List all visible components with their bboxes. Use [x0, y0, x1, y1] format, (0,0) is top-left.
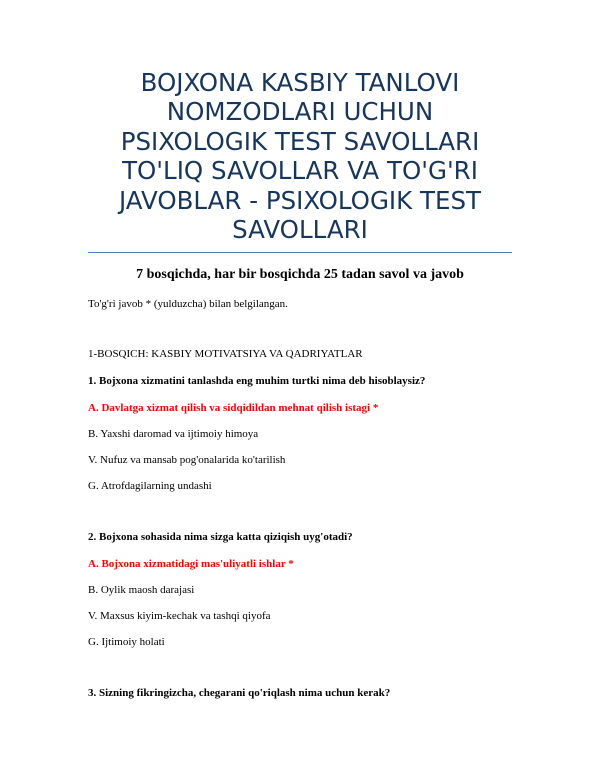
question-1-answer-b: B. Yaxshi daromad va ijtimoiy himoya	[88, 428, 259, 440]
question-1-answer-v: V. Nufuz va mansab pog'onalarida ko'tarilish	[88, 454, 286, 466]
document-subtitle: 7 bosqichda, har bir bosqichda 25 tadan savol va javob	[136, 267, 464, 282]
title-line: SAVOLLARI	[232, 215, 368, 245]
question-2-answer-g: G. Ijtimoiy holati	[88, 636, 165, 648]
document-title	[88, 68, 512, 244]
question-3: 3. Sizning fikringizcha, chegarani qo'riqlash nima uchun kerak?	[88, 687, 391, 699]
title-line: NOMZODLARI UCHUN	[166, 97, 434, 127]
question-1-answer-a-correct: A. Davlatga xizmat qilish va sidqidildan mehnat qilish istagi *	[88, 402, 379, 414]
answer-key-note: To'g'ri javob * (yulduzcha) bilan belgilangan.	[88, 298, 288, 310]
title-underline	[88, 252, 512, 253]
question-2: 2. Bojxona sohasida nima sizga katta qiziqish uyg'otadi?	[88, 531, 353, 543]
title-line: PSIXOLOGIK TEST SAVOLLARI	[120, 126, 480, 156]
question-2-answer-v: V. Maxsus kiyim-kechak va tashqi qiyofa	[88, 610, 271, 622]
title-line: TO'LIQ SAVOLLAR VA TO'G'RI	[122, 156, 478, 186]
question-2-answer-b: B. Oylik maosh darajasi	[88, 584, 195, 596]
question-2-answer-a-correct: A. Bojxona xizmatidagi mas'uliyatli ishlar *	[88, 558, 294, 570]
question-1-answer-g: G. Atrofdagilarning undashi	[88, 480, 212, 492]
section-heading: 1-BOSQICH: KASBIY MOTIVATSIYA VA QADRIYATLAR	[88, 348, 363, 360]
question-1: 1. Bojxona xizmatini tanlashda eng muhim turtki nima deb hisoblaysiz?	[88, 375, 426, 387]
title-line: BOJXONA KASBIY TANLOVI	[140, 68, 460, 97]
title-line: JAVOBLAR - PSIXOLOGIK TEST	[119, 185, 481, 215]
